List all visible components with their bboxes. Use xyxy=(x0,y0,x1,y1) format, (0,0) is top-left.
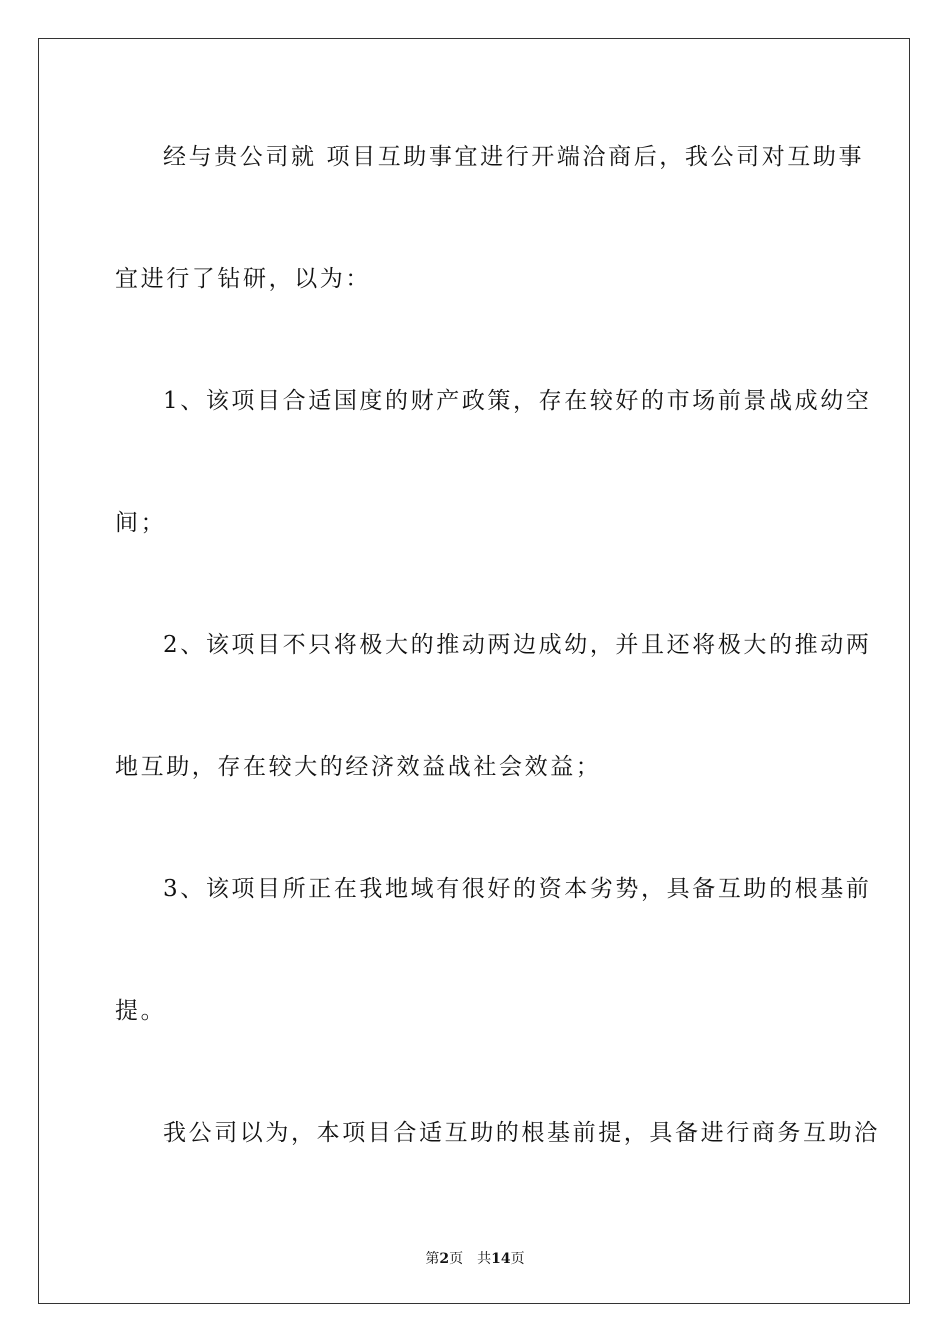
paragraph-2-line-2: 间； xyxy=(115,510,167,536)
footer-page-suffix: 页 xyxy=(449,1251,464,1267)
paragraph-3-line-2: 地互助，存在较大的经济效益战社会效益； xyxy=(115,754,602,780)
footer-page-prefix: 第 xyxy=(425,1251,440,1267)
paragraph-4-line-1: 3、该项目所正在我地域有很好的资本劣势，具备互助的根基前 xyxy=(163,876,872,902)
paragraph-3-line-1: 2、该项目不只将极大的推动两边成幼，并且还将极大的推动两 xyxy=(163,632,872,658)
footer-total-suffix: 页 xyxy=(510,1251,525,1267)
paragraph-2-line-1: 1、该项目合适国度的财产政策，存在较好的市场前景战成幼空 xyxy=(163,388,872,414)
paragraph-5-line-1: 我公司以为，本项目合适互助的根基前提，具备进行商务互助洽 xyxy=(163,1120,880,1146)
paragraph-1-line-2: 宜进行了钻研，以为： xyxy=(115,266,371,292)
paragraph-1-line-1: 经与贵公司就 项目互助事宜进行开端洽商后，我公司对互助事 xyxy=(163,144,865,170)
footer-total-number: 14 xyxy=(491,1251,511,1267)
footer-page-number: 2 xyxy=(439,1251,450,1267)
footer-total-prefix: 共 xyxy=(477,1251,492,1267)
paragraph-4-line-2: 提。 xyxy=(115,998,167,1024)
page-footer xyxy=(0,1248,950,1268)
